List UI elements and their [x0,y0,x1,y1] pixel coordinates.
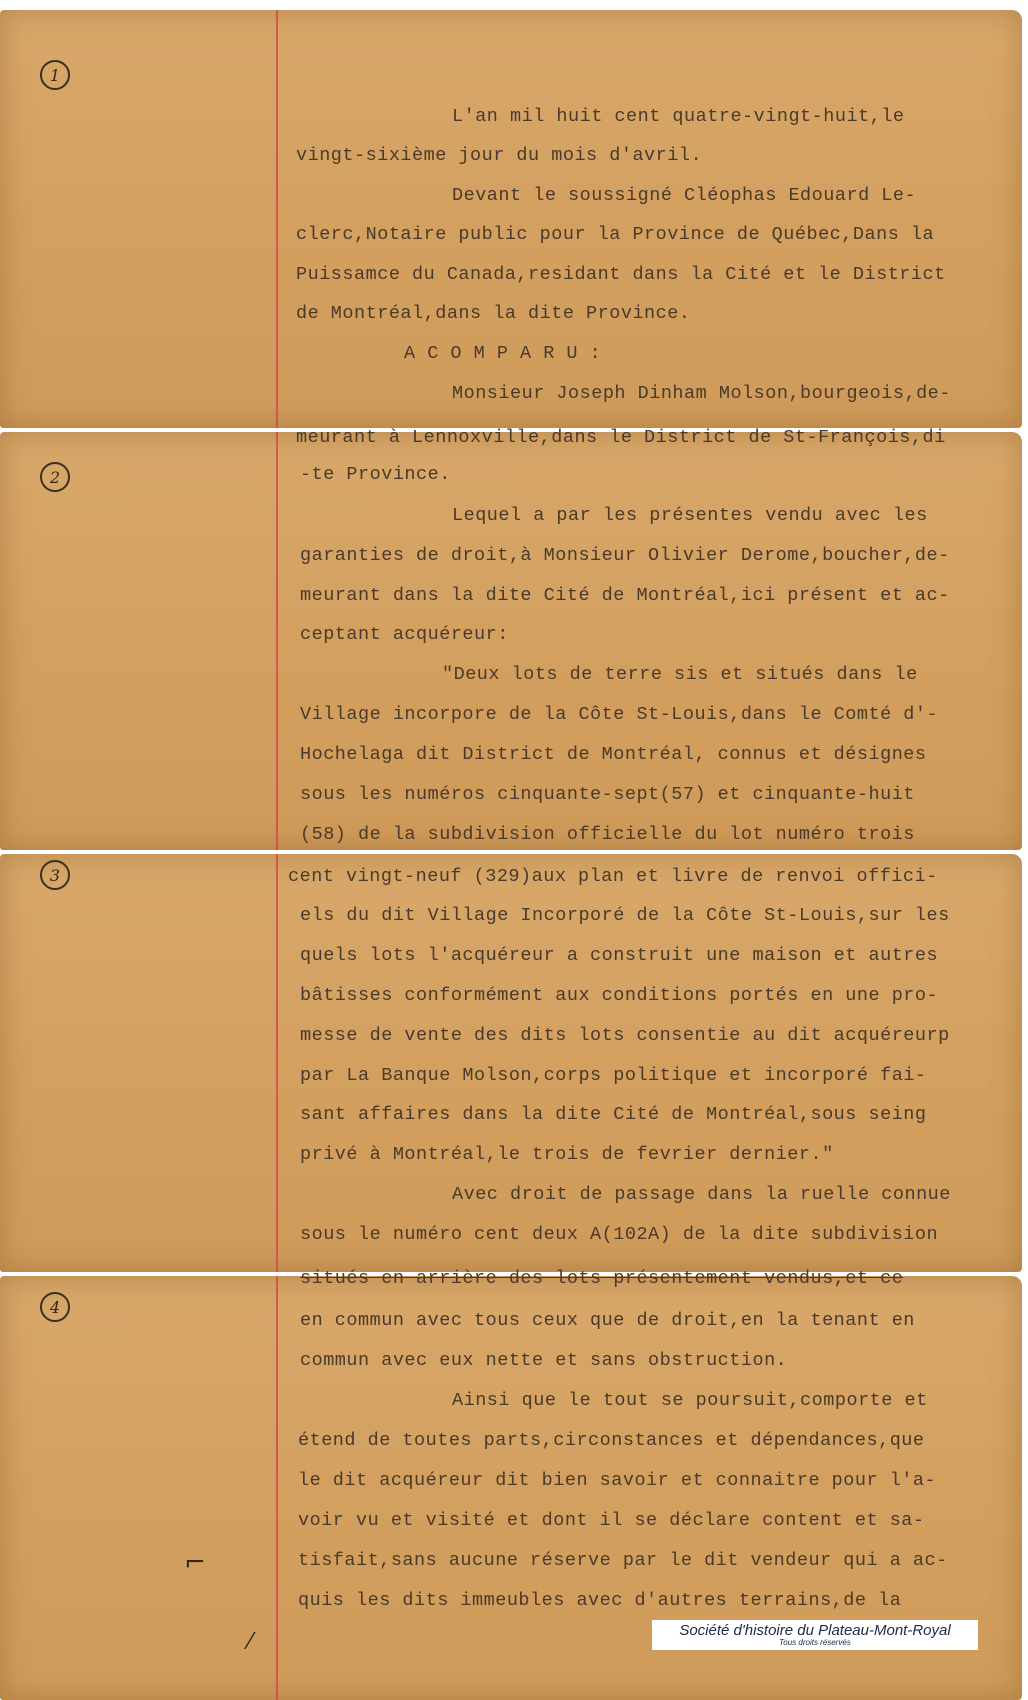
text-line: privé à Montréal,le trois de fevrier dernier." [300,1144,834,1165]
text-line: meurant à Lennoxville,dans le District de St-François,di [296,427,946,448]
text-line: Monsieur Joseph Dinham Molson,bourgeois,de- [452,383,951,404]
page-number-3: 3 [40,860,70,890]
text-line: Devant le soussigné Cléophas Edouard Le- [452,185,917,206]
text-line: commun avec eux nette et sans obstruction. [300,1350,788,1371]
text-line-struck: situés en arrière des lots présentement vendus,et ce [300,1268,904,1289]
text-line: Lequel a par les présentes vendu avec les [452,505,928,526]
text-line: bâtisses conformément aux conditions portés en une pro- [300,985,939,1006]
pen-stroke-icon: ⁄ [248,1630,252,1655]
text-line: A C O M P A R U : [404,343,602,364]
document-sheet-1 [0,10,1022,428]
text-line: L'an mil huit cent quatre-vingt-huit,le [452,106,905,127]
text-line: tisfait,sans aucune réserve par le dit vendeur qui a ac- [298,1550,948,1571]
page-number-4: 4 [40,1292,70,1322]
watermark-rights: Tous droits réservés [779,1638,851,1647]
text-line: Ainsi que le tout se poursuit,comporte et [452,1390,928,1411]
text-line: garanties de droit,à Monsieur Olivier Derome,boucher,de- [300,545,950,566]
watermark-name: Société d'histoire du Plateau-Mont-Royal [679,1622,951,1639]
text-line: le dit acquéreur dit bien savoir et connaitre pour l'a- [298,1470,937,1491]
page-number-1: 1 [40,60,70,90]
text-line: étend de toutes parts,circonstances et dépendances,que [298,1430,925,1451]
page-number-2: 2 [40,462,70,492]
text-line: sant affaires dans la dite Cité de Montréal,sous seing [300,1104,927,1125]
text-line: (58) de la subdivision officielle du lot numéro trois [300,824,915,845]
text-line: voir vu et visité et dont il se déclare content et sa- [298,1510,925,1531]
text-line: quis les dits immeubles avec d'autres terrains,de la [298,1590,902,1611]
text-line: en commun avec tous ceux que de droit,en la tenant en [300,1310,915,1331]
text-line: Puissamce du Canada,residant dans la Cité et le District [296,264,946,285]
text-line: Avec droit de passage dans la ruelle connue [452,1184,951,1205]
text-line: sous les numéros cinquante-sept(57) et cinquante-huit [300,784,915,805]
text-line: sous le numéro cent deux A(102A) de la dite subdivision [300,1224,939,1245]
text-line: messe de vente des dits lots consentie au dit acquéreurp [300,1025,950,1046]
text-line: cent vingt-neuf (329)aux plan et livre de renvoi offici- [288,866,938,887]
text-line: quels lots l'acquéreur a construit une maison et autres [300,945,939,966]
text-line: ceptant acquéreur: [300,624,509,645]
pencil-mark-icon: ⌐ [184,1548,206,1578]
text-line: clerc,Notaire public pour la Province de Québec,Dans la [296,224,935,245]
text-line: -te Province. [300,464,451,485]
text-line: de Montréal,dans la dite Province. [296,303,691,324]
text-line: Village incorpore de la Côte St-Louis,dans le Comté d'- [300,704,939,725]
text-line: par La Banque Molson,corps politique et incorporé fai- [300,1065,927,1086]
text-line: meurant dans la dite Cité de Montréal,ici présent et ac- [300,585,950,606]
watermark [652,1620,978,1650]
text-line: "Deux lots de terre sis et situés dans le [442,664,918,685]
text-line: Hochelaga dit District de Montréal, connus et désignes [300,744,927,765]
text-line: els du dit Village Incorporé de la Côte St-Louis,sur les [300,905,950,926]
text-line: vingt-sixième jour du mois d'avril. [296,145,703,166]
